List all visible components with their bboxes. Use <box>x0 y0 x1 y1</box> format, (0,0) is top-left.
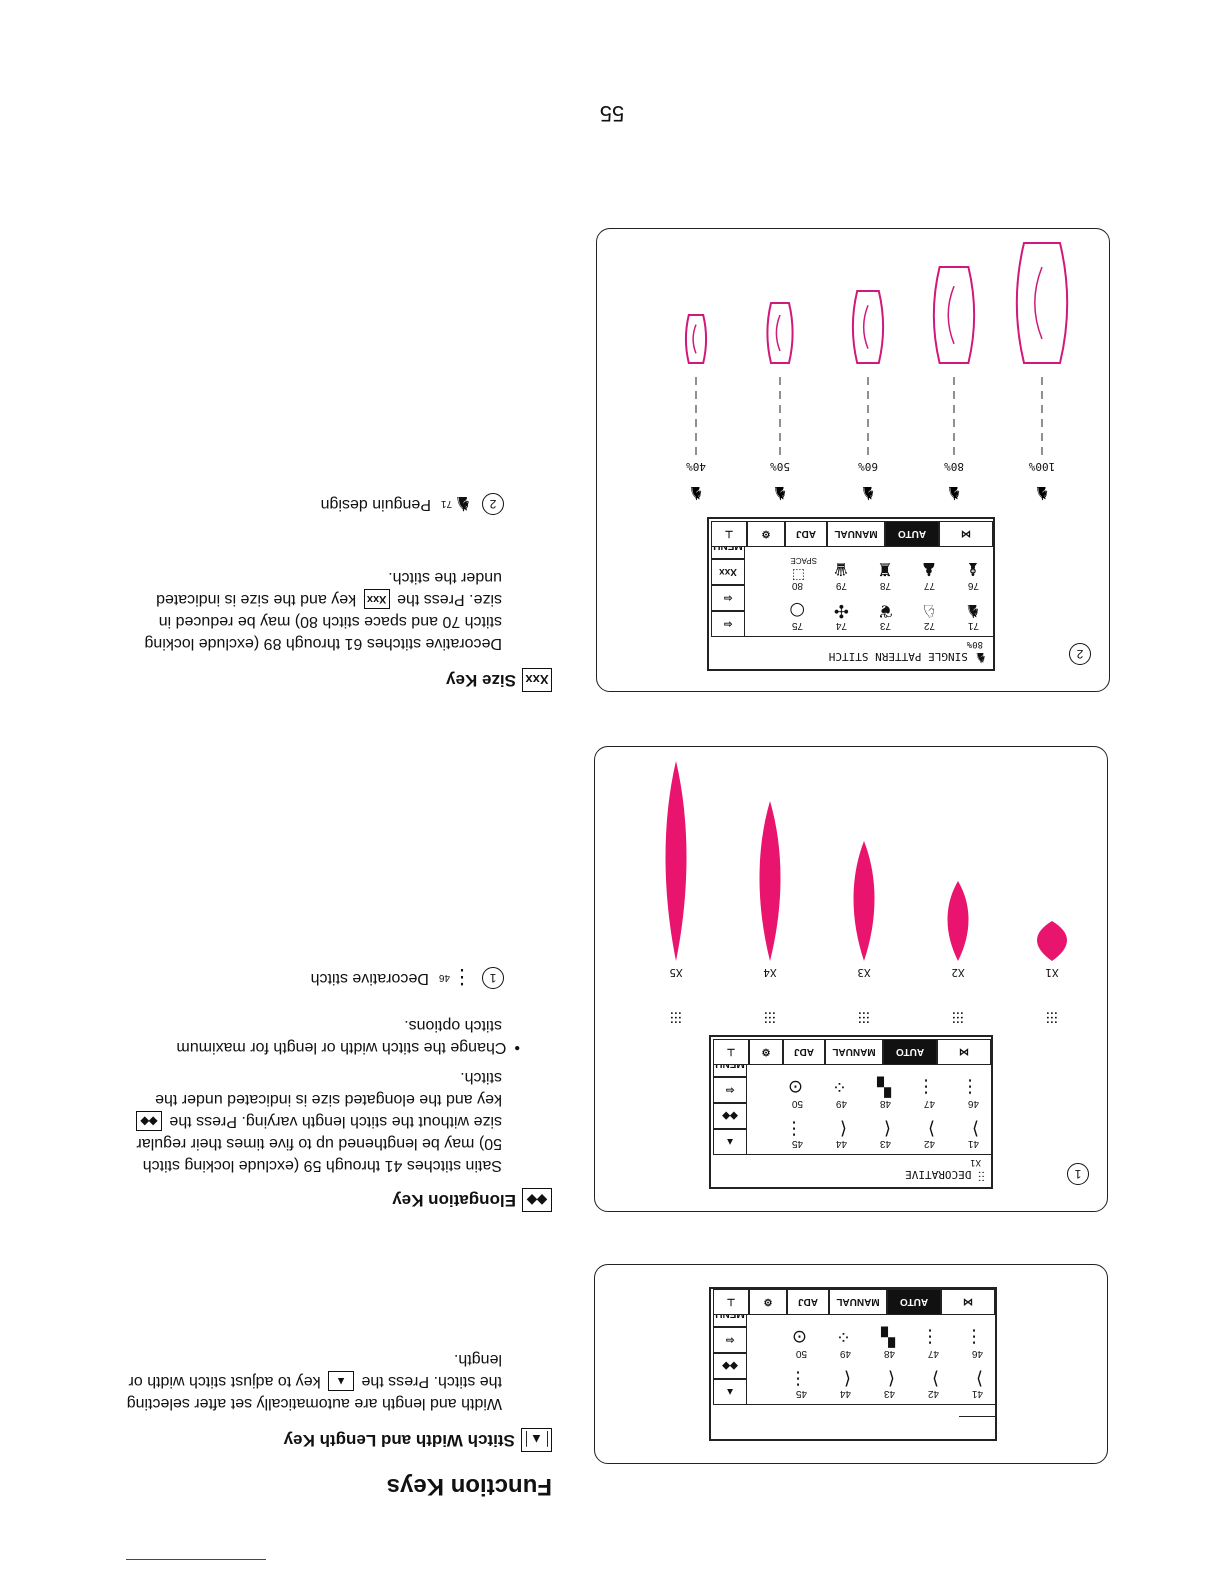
stitch-47-icon[interactable]: ⋮ <box>917 1076 935 1097</box>
satin-stitch-icon: ⫶⫶ <box>978 1167 985 1183</box>
penguin-design <box>686 315 706 363</box>
twin-needle-icon[interactable]: ⋈ <box>941 1289 995 1315</box>
space-stitch-icon[interactable]: ⬚ <box>791 567 805 583</box>
percent-label: 50% <box>770 460 790 473</box>
elongation-bullet: •Change the stitch width or length for maximum stitch options. <box>176 1017 520 1056</box>
penguin-design <box>767 303 792 363</box>
bear-stitch-icon[interactable]: ♜ <box>876 558 893 579</box>
penguin-design <box>1017 243 1067 363</box>
back-key[interactable]: ⇦ <box>713 1077 747 1103</box>
page-number: 55 <box>599 101 625 126</box>
mode-adj[interactable]: ADJ <box>785 521 827 547</box>
needle-icon[interactable]: ⊥ <box>713 1289 749 1315</box>
mode-auto[interactable]: AUTO <box>883 1039 937 1065</box>
penguin-wing <box>864 305 868 348</box>
size-illustration <box>597 231 1109 511</box>
memory-icon[interactable]: ⚙ <box>747 521 785 547</box>
mode-auto[interactable]: AUTO <box>885 521 939 547</box>
penguin-wing <box>693 325 696 354</box>
elongation-text: Satin stitches 41 through 59 (exclude locking stitch 50) may be lengthened up to five times their regular size without the stitch length varying. Press the ◆◆ key and the elongated size is indicated under the stitch. <box>136 1069 502 1174</box>
twin-needle-icon[interactable]: ⋈ <box>937 1039 991 1065</box>
penguin-wing <box>776 315 780 351</box>
space-label: SPACE <box>790 556 817 565</box>
elongated-stitch <box>1037 921 1067 961</box>
lcd-screen-basic: 41 42 43 44 45 ⟩ ⟩ ⟨ ⟨ ⋮ 46 47 48 49 50 ⋮ ⋮ ▚ ⁘ ⊙ ▲ ◆◆ ⇦ ⋈ AUTO MANUAL ADJ ⚙ ⊥ <box>709 1287 997 1441</box>
lcd-screen-decorative: ⫶⫶ DECORATIVE X1 41 42 43 44 45 ⟩ ⟩ ⟨ ⟨ ⋮ 46 47 48 49 50 ⋮ ⋮ ▚ ⁘ ⊙ ▲ ◆◆ ⇦ ⋈ AUTO MANUAL ADJ ⚙ ⊥ <box>709 1035 993 1189</box>
mode-auto[interactable]: AUTO <box>887 1289 941 1315</box>
single-scale: 80% <box>966 639 983 649</box>
stitch-45-icon[interactable]: ⋮ <box>785 1118 803 1139</box>
elongation-illustration <box>595 747 1107 1027</box>
size-text: Decorative stitches 61 through 89 (exclude locking stitch 70 and space stitch 80) may be reduced in size. Press the Xxx key and the size is indicated under the stitch. <box>144 569 502 652</box>
page-title: Function Keys <box>386 1473 552 1500</box>
figure-2-note: 2 ♞ 71 Penguin design <box>321 492 504 516</box>
divider <box>747 1404 995 1405</box>
size-key-inline-icon: Xxx <box>364 589 390 609</box>
divider <box>745 636 993 637</box>
elongation-stitches <box>666 761 1068 1026</box>
stitch-43-icon[interactable]: ⟨ <box>883 1118 891 1139</box>
figure-2-label: 2 <box>1069 643 1091 665</box>
animal-stitch-icon[interactable]: ♛ <box>832 558 849 579</box>
mode-manual[interactable]: MANUAL <box>829 1289 887 1315</box>
elongated-stitch <box>760 801 781 961</box>
needle-icon[interactable]: ⊥ <box>711 521 747 547</box>
stitch-47-icon[interactable]: ⋮ <box>921 1326 939 1347</box>
penguin-mini-icon: ♞ <box>859 482 877 503</box>
mode-manual[interactable]: MANUAL <box>827 521 885 547</box>
single-title: ♞ SINGLE PATTERN STITCH <box>828 649 987 665</box>
stitch-42-icon[interactable]: ⟩ <box>931 1368 939 1389</box>
stitch-45-icon[interactable]: ⋮ <box>789 1368 807 1389</box>
tree-stitch-icon[interactable]: ✣ <box>833 600 849 621</box>
divider <box>747 1154 991 1155</box>
percent-label: 60% <box>858 460 878 473</box>
forward-key[interactable]: ⇦ <box>711 585 745 611</box>
satin-stitch-mini-icon: ⫶⫶⫶ <box>857 1007 871 1026</box>
stitch-44-icon[interactable]: ⟨ <box>839 1118 847 1139</box>
needle-icon[interactable]: ⊥ <box>713 1039 749 1065</box>
stitch-41-icon[interactable]: ⟩ <box>971 1118 979 1139</box>
penguin-mini-icon: ♞ <box>1033 482 1051 503</box>
stitch-50-icon[interactable]: ⊙ <box>787 1076 803 1097</box>
satin-stitch-mini-icon: ⫶⫶⫶ <box>951 1007 965 1026</box>
elongated-stitch <box>666 761 687 961</box>
multiplier-label: X5 <box>669 966 683 979</box>
cat-stitch-icon[interactable]: ♟ <box>920 558 937 579</box>
memory-icon[interactable]: ⚙ <box>749 1289 787 1315</box>
penguin-mini-icon: ♞ <box>974 649 987 665</box>
elongated-stitch <box>854 841 875 961</box>
duck-stitch-icon[interactable]: ♝ <box>964 558 981 579</box>
penguin-mini-icon: ♞ <box>771 482 789 503</box>
mode-adj[interactable]: ADJ <box>787 1289 829 1315</box>
figure-2-panel <box>596 228 1110 692</box>
penguin-stitch-icon[interactable]: ♞ <box>964 600 981 621</box>
width-length-key[interactable]: ▲ <box>713 1379 747 1405</box>
width-length-key-icon: │▲│ <box>521 1428 552 1452</box>
stitch-46-icon[interactable]: ⋮ <box>961 1076 979 1097</box>
stitch-49-icon[interactable]: ⁘ <box>831 1076 847 1097</box>
decorative-title: ⫶⫶ DECORATIVE <box>905 1167 985 1183</box>
penguin-design <box>934 267 974 363</box>
stitch-41-icon[interactable]: ⟩ <box>975 1368 983 1389</box>
size-key-icon: Xxx <box>522 668 552 692</box>
penguin-sizes <box>686 243 1067 503</box>
width-length-key-inline-icon: ▲ <box>328 1371 354 1391</box>
elongation-key-inline-icon: ◆◆ <box>136 1111 162 1131</box>
stitch-49-icon[interactable]: ⁘ <box>835 1326 851 1347</box>
percent-label: 40% <box>686 460 706 473</box>
circle-stitch-icon[interactable]: ○ <box>789 600 805 621</box>
mode-adj[interactable]: ADJ <box>783 1039 825 1065</box>
penguin-wing <box>1035 267 1042 339</box>
width-length-key[interactable]: ▲ <box>713 1129 747 1155</box>
penguin-wing <box>948 286 954 344</box>
elongation-heading: ◆◆ Elongation Key <box>392 1188 552 1212</box>
stitch-46-icon[interactable]: ⋮ <box>965 1326 983 1347</box>
width-length-heading: │▲│ Stitch Width and Length Key <box>284 1428 552 1452</box>
size-heading: Xxx Size Key <box>446 668 552 692</box>
width-length-text: Width and length are automatically set after selecting the stitch. Press the ▲ key to adjust stitch width or length. <box>126 1351 502 1412</box>
stitch-44-icon[interactable]: ⟨ <box>843 1368 851 1389</box>
figure-1-note: 1 ⋮ 46 Decorative stitch <box>311 966 504 990</box>
multiplier-label: X1 <box>1045 966 1059 979</box>
footer-rule <box>126 1559 266 1560</box>
satin-stitch-mini-icon: ⫶⫶⫶ <box>763 1007 777 1026</box>
penguin-icon: ♞ <box>454 492 472 516</box>
elongation-key-icon: ◆◆ <box>522 1188 552 1212</box>
bird-stitch-icon[interactable]: ♘ <box>920 600 937 621</box>
figure-1-panel <box>594 746 1108 1212</box>
elongated-stitch <box>948 881 969 961</box>
lcd-panel-basic <box>594 1264 1108 1464</box>
stitch-50-icon[interactable]: ⊙ <box>791 1326 807 1347</box>
size-key[interactable]: Xxx <box>711 559 745 585</box>
lcd-screen-single: ♞ SINGLE PATTERN STITCH 80% 71 72 73 74 75 ♞ ♘ ❦ ✣ ○ 76 77 78 79 80 ♝ ♟ ♜ ♛ SPACE ⬚ ⇦ ⇦ Xxx ⋈ AUTO MANUAL ADJ ⚙ ⊥ <box>707 517 995 671</box>
figure-1-label: 1 <box>1067 1163 1089 1185</box>
multiplier-label: X3 <box>857 966 871 979</box>
decorative-stitch-icon: ⋮ <box>452 966 472 990</box>
elongation-key[interactable]: ◆◆ <box>713 1103 747 1129</box>
satin-stitch-mini-icon: ⫶⫶⫶ <box>669 1007 683 1026</box>
memory-icon[interactable]: ⚙ <box>749 1039 783 1065</box>
stitch-48-icon[interactable]: ▚ <box>881 1326 895 1347</box>
satin-stitch-mini-icon: ⫶⫶⫶ <box>1045 1007 1059 1026</box>
divider <box>959 1416 995 1417</box>
back-key[interactable]: ⇦ <box>713 1327 747 1353</box>
elongation-key[interactable]: ◆◆ <box>713 1353 747 1379</box>
stitch-42-icon[interactable]: ⟩ <box>927 1118 935 1139</box>
multiplier-label: X2 <box>951 966 965 979</box>
penguin-mini-icon: ♞ <box>687 482 705 503</box>
penguin-design <box>853 291 883 363</box>
percent-label: 80% <box>944 460 964 473</box>
multiplier-label: X4 <box>763 966 777 979</box>
stitch-48-icon[interactable]: ▚ <box>877 1076 891 1097</box>
twin-needle-icon[interactable]: ⋈ <box>939 521 993 547</box>
decorative-scale: X1 <box>970 1157 981 1167</box>
stitch-43-icon[interactable]: ⟨ <box>887 1368 895 1389</box>
mode-manual[interactable]: MANUAL <box>825 1039 883 1065</box>
butterfly-stitch-icon[interactable]: ❦ <box>877 600 893 621</box>
percent-label: 100% <box>1028 460 1056 473</box>
back-key[interactable]: ⇦ <box>711 611 745 637</box>
penguin-mini-icon: ♞ <box>945 482 963 503</box>
